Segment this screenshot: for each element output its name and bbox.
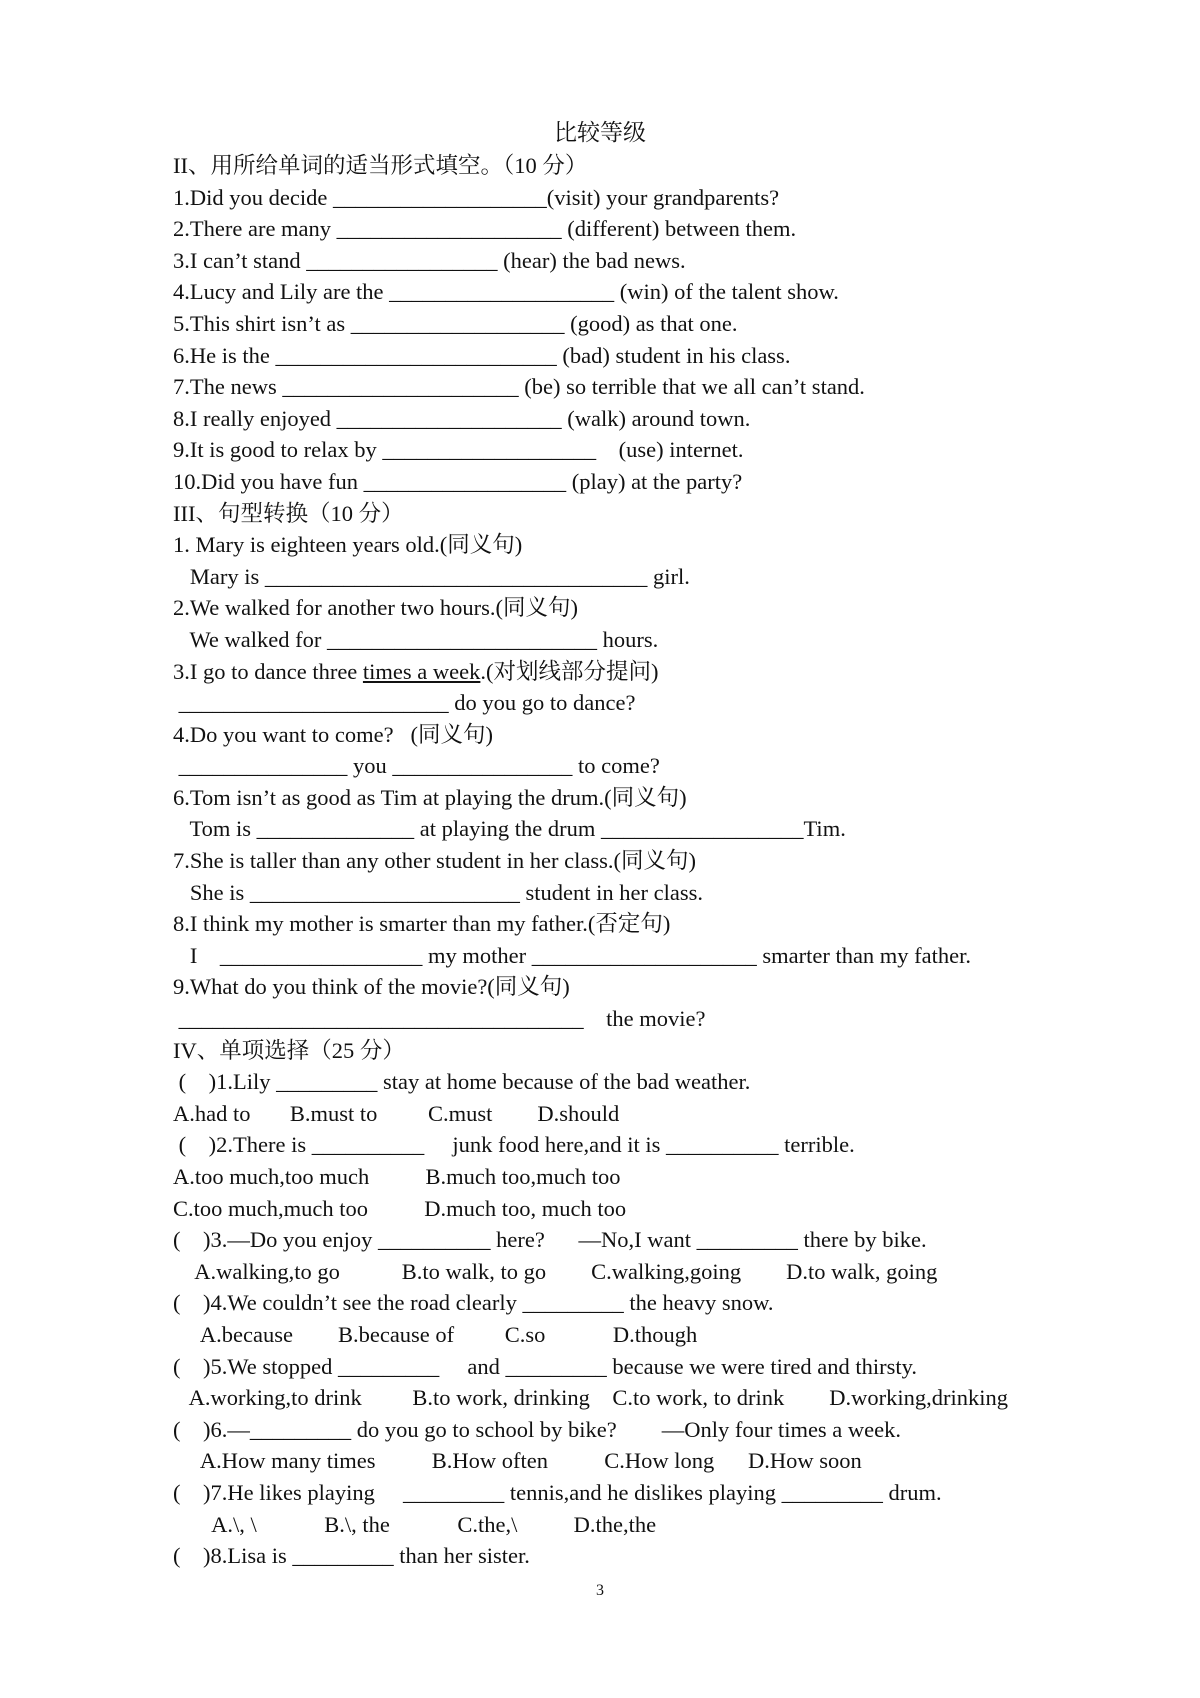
worksheet-line: 1. Mary is eighteen years old.(同义句) — [173, 532, 523, 558]
worksheet-line: 7.The news _____________________ (be) so terrible that we all can’t stand. — [173, 374, 865, 400]
worksheet-line: A.\, \ B.\, the C.the,\ D.the,the — [173, 1511, 657, 1537]
worksheet-line: ( )3.—Do you enjoy __________ here? —No,I want _________ there by bike. — [173, 1227, 927, 1253]
worksheet-line: A.had to B.must to C.must D.should — [173, 1100, 620, 1126]
worksheet-line: 8.I think my mother is smarter than my father.(否定句) — [173, 911, 671, 937]
worksheet-line: She is ________________________ student in her class. — [173, 879, 703, 905]
page-title: 比较等级 — [554, 120, 646, 145]
worksheet-line: 10.Did you have fun __________________ (play) at the party? — [173, 468, 743, 494]
worksheet-line: 3.I can’t stand _________________ (hear) the bad news. — [173, 247, 686, 273]
worksheet-line: Tom is ______________ at playing the drum __________________Tim. — [173, 816, 846, 842]
worksheet-line: A.How many times B.How often C.How long D.How soon — [173, 1448, 862, 1474]
worksheet-line: Mary is __________________________________ girl. — [173, 563, 690, 589]
worksheet-line: 5.This shirt isn’t as ___________________ (good) as that one. — [173, 310, 738, 336]
worksheet-line: 9.It is good to relax by ___________________ (use) internet. — [173, 437, 744, 463]
worksheet-line: II、用所给单词的适当形式填空。（10 分） — [173, 153, 588, 178]
worksheet-line: _______________ you ________________ to come? — [173, 753, 660, 779]
worksheet-line: We walked for ________________________ hours. — [173, 626, 659, 652]
worksheet-content — [173, 150, 1153, 1572]
worksheet-line: 2.We walked for another two hours.(同义句) — [173, 595, 578, 621]
worksheet-line: ( )7.He likes playing _________ tennis,and he dislikes playing _________ drum. — [173, 1479, 942, 1505]
worksheet-line: A.because B.because of C.so D.though — [173, 1321, 698, 1347]
worksheet-line: IV、单项选择（25 分） — [173, 1037, 405, 1063]
worksheet-line: A.walking,to go B.to walk, to go C.walking,going D.to walk, going — [173, 1258, 938, 1284]
worksheet-line: 2.There are many ____________________ (different) between them. — [173, 216, 797, 242]
worksheet-line: 6.He is the _________________________ (bad) student in his class. — [173, 342, 791, 368]
worksheet-line: 6.Tom isn’t as good as Tim at playing the drum.(同义句) — [173, 784, 687, 810]
worksheet-line — [173, 656, 1153, 688]
worksheet-line: ( )6.—_________ do you go to school by bike? —Only four times a week. — [173, 1416, 902, 1442]
underlined-phrase: times a week — [362, 658, 481, 684]
worksheet-line: A.too much,too much B.much too,much too — [173, 1164, 621, 1189]
worksheet-line: ____________________________________ the movie? — [173, 1006, 706, 1032]
line-text: 3.I go to dance three — [173, 658, 363, 684]
worksheet-line: 8.I really enjoyed ____________________ (walk) around town. — [173, 405, 751, 431]
worksheet-line: ( )5.We stopped _________ and _________ because we were tired and thirsty. — [173, 1353, 918, 1379]
worksheet-line: C.too much,much too D.much too, much too — [173, 1195, 627, 1221]
worksheet-line: ( )1.Lily _________ stay at home because of the bad weather. — [173, 1069, 751, 1095]
page-number: 3 — [596, 1582, 604, 1599]
worksheet-line: ________________________ do you go to dance? — [173, 690, 636, 716]
line-text: .(对划线部分提问) — [480, 658, 659, 684]
worksheet-line: ( )4.We couldn’t see the road clearly _________ the heavy snow. — [173, 1290, 774, 1316]
worksheet-line: 4.Do you want to come? (同义句) — [173, 721, 493, 747]
worksheet-line: I __________________ my mother ____________________ smarter than my father. — [173, 942, 972, 968]
worksheet-line: A.working,to drink B.to work, drinking C.to work, to drink D.working,drinking — [173, 1385, 1008, 1411]
worksheet-line: 7.She is taller than any other student in her class.(同义句) — [173, 848, 697, 874]
worksheet-line: III、句型转换（10 分） — [173, 500, 404, 526]
worksheet-line: ( )2.There is __________ junk food here,and it is __________ terrible. — [173, 1132, 855, 1158]
worksheet-line: 4.Lucy and Lily are the ____________________ (win) of the talent show. — [173, 279, 839, 305]
worksheet-line: 9.What do you think of the movie?(同义句) — [173, 974, 570, 1000]
worksheet-line: 1.Did you decide ___________________(visit) your grandparents? — [173, 184, 780, 210]
worksheet-line: ( )8.Lisa is _________ than her sister. — [173, 1543, 530, 1569]
